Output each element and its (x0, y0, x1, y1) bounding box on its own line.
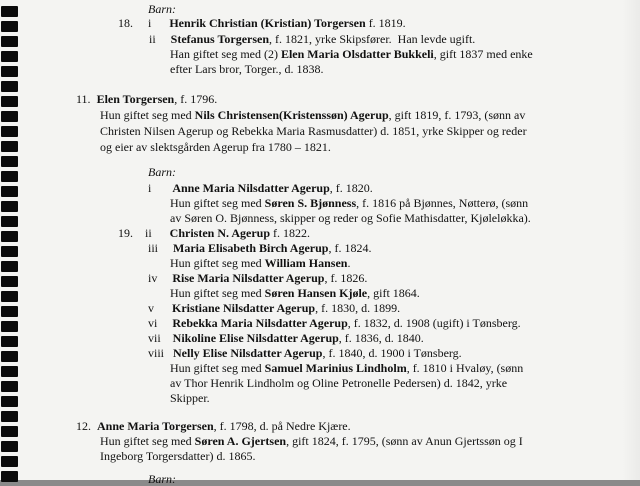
person-name: Rise Maria Nilsdatter Agerup (172, 271, 325, 285)
text-segment: , f. 1820. (329, 181, 373, 195)
page-edge-shade (622, 0, 640, 480)
text-segment: , f. 1798, d. på Nedre Kjære. (213, 419, 351, 433)
binder-hole (1, 456, 18, 467)
text-line (118, 16, 406, 30)
text-line (76, 92, 217, 106)
text-segment: i (148, 181, 173, 195)
binder-hole (1, 141, 18, 152)
person-name: Søren Hansen Kjøle (264, 286, 368, 300)
binder-hole (1, 171, 18, 182)
text-line (148, 346, 462, 360)
binder-hole (1, 96, 18, 107)
text-segment: iv (148, 271, 173, 285)
binder-hole (1, 381, 18, 392)
person-name: Samuel Marinius Lindholm (264, 361, 407, 375)
person-name: Stefanus Torgersen (170, 32, 270, 46)
binder-hole (1, 6, 18, 17)
person-name: Anne Maria Nilsdatter Agerup (172, 181, 330, 195)
text-segment: Hun giftet seg med (170, 256, 265, 270)
text-line (170, 62, 324, 76)
text-segment: 19. ii (118, 226, 170, 240)
text-segment: , gift 1864. (367, 286, 420, 300)
binder-hole (1, 396, 18, 407)
text-segment: , f. 1816 på Bjønnes, Nøtterø, (sønn (356, 196, 529, 210)
text-segment: vi (148, 316, 173, 330)
text-segment: , f. 1832, d. 1908 (ugift) i Tønsberg. (347, 316, 521, 330)
text-segment: , gift 1819, f. 1793, (sønn av (388, 108, 526, 122)
binder-hole (1, 351, 18, 362)
text-segment: Hun giftet seg med (100, 108, 195, 122)
text-segment: , f. 1796. (174, 92, 218, 106)
person-name: Anne Maria Torgersen (97, 419, 214, 433)
text-line (100, 140, 331, 154)
binder-hole (1, 201, 18, 212)
text-line (149, 32, 475, 46)
binder-hole (1, 51, 18, 62)
text-segment: Hun giftet seg med (170, 361, 265, 375)
binder-hole (1, 426, 18, 437)
binder-hole (1, 336, 18, 347)
section-label: Barn: (148, 165, 176, 179)
text-line (148, 241, 371, 255)
text-line (148, 271, 367, 285)
text-segment: . (347, 256, 351, 270)
text-line (170, 47, 533, 61)
text-line (170, 286, 420, 300)
text-segment: Hun giftet seg med (100, 434, 195, 448)
text-segment: , gift 1824, f. 1795, (sønn av Anun Gjertssøn og I (286, 434, 523, 448)
text-segment: iii (148, 241, 174, 255)
person-name: Maria Elisabeth Birch Agerup (173, 241, 329, 255)
text-segment: f. 1819. (365, 16, 406, 30)
person-name: Nils Christensen(Kristenssøn) Agerup (194, 108, 389, 122)
text-line (170, 361, 523, 375)
text-segment: og eier av slektsgården Agerup fra 1780 – 1821. (100, 140, 331, 154)
binder-hole (1, 111, 18, 122)
text-segment: Christen Nilsen Agerup og Rebekka Maria Rasmusdatter) d. 1851, yrke Skipper og reder (100, 124, 527, 138)
text-line (170, 211, 531, 225)
text-segment: 12. (76, 419, 97, 433)
text-line (118, 226, 310, 240)
person-name: Christen N. Agerup (169, 226, 271, 240)
text-line (100, 449, 255, 463)
binder-hole (1, 411, 18, 422)
text-line (148, 331, 424, 345)
person-name: Henrik Christian (Kristian) Torgersen (169, 16, 366, 30)
binder-hole (1, 81, 18, 92)
person-name: Søren S. Bjønness (264, 196, 357, 210)
text-segment: , f. 1810 i Hvaløy, (sønn (406, 361, 524, 375)
section-label: Barn: (148, 2, 176, 16)
text-line (170, 196, 528, 210)
binder-hole (1, 216, 18, 227)
text-segment: 11. (76, 92, 97, 106)
binder-hole (1, 246, 18, 257)
text-segment: av Thor Henrik Lindholm og Oline Petronelle Pedersen) d. 1842, yrke (170, 376, 508, 390)
text-segment: Ingeborg Torgersdatter) d. 1865. (100, 449, 256, 463)
text-line (148, 2, 176, 16)
text-segment: vii (148, 331, 173, 345)
binder-hole (1, 66, 18, 77)
text-segment: 18. i (118, 16, 170, 30)
text-segment: av Søren O. Bjønness, skipper og reder og Sofie Mathisdatter, Kjøleløkka). (170, 211, 531, 225)
text-segment: , gift 1837 med enke (433, 47, 533, 61)
text-segment: viii (148, 346, 174, 360)
text-segment: , f. 1836, d. 1840. (338, 331, 424, 345)
binder-hole (1, 36, 18, 47)
binder-hole (1, 366, 18, 377)
text-line (148, 301, 400, 315)
binder-hole (1, 126, 18, 137)
text-line (170, 376, 507, 390)
person-name: William Hansen (264, 256, 348, 270)
section-label: Barn: (148, 472, 176, 486)
text-line (76, 419, 351, 433)
binder-hole (1, 261, 18, 272)
text-segment: Hun giftet seg med (170, 196, 265, 210)
binder-hole (1, 291, 18, 302)
binder-hole (1, 471, 18, 482)
text-segment: , f. 1821, yrke Skipsfører. Han levde ugift. (269, 32, 476, 46)
binder-hole (1, 321, 18, 332)
text-segment: efter Lars bror, Torger., d. 1838. (170, 62, 324, 76)
person-name: Søren A. Gjertsen (194, 434, 287, 448)
text-segment: , f. 1840, d. 1900 i Tønsberg. (322, 346, 462, 360)
person-name: Elen Torgersen (96, 92, 175, 106)
text-segment: v (148, 301, 172, 315)
text-segment: Han giftet seg med (2) (170, 47, 281, 61)
binder-hole (1, 306, 18, 317)
text-line (148, 165, 176, 179)
text-segment: Hun giftet seg med (170, 286, 265, 300)
binder-hole (1, 186, 18, 197)
binder-hole (1, 231, 18, 242)
person-name: Kristiane Nilsdatter Agerup (172, 301, 316, 315)
binder-hole (1, 21, 18, 32)
text-line (170, 256, 350, 270)
binder-hole (1, 276, 18, 287)
text-segment: , f. 1830, d. 1899. (315, 301, 401, 315)
text-line (148, 472, 176, 486)
person-name: Rebekka Maria Nilsdatter Agerup (172, 316, 348, 330)
person-name: Nikoline Elise Nilsdatter Agerup (172, 331, 339, 345)
text-segment: , f. 1824. (328, 241, 372, 255)
text-line (100, 124, 527, 138)
binder-holes (0, 0, 26, 480)
text-segment: , f. 1826. (324, 271, 368, 285)
text-line (100, 108, 525, 122)
text-segment: Skipper. (170, 391, 210, 405)
text-segment: ii (149, 32, 171, 46)
text-line (170, 391, 210, 405)
text-segment: f. 1822. (270, 226, 311, 240)
binder-hole (1, 441, 18, 452)
person-name: Elen Maria Olsdatter Bukkeli (280, 47, 434, 61)
binder-hole (1, 156, 18, 167)
text-line (148, 316, 521, 330)
text-line (100, 434, 523, 448)
person-name: Nelly Elise Nilsdatter Agerup (173, 346, 323, 360)
text-line (148, 181, 373, 195)
